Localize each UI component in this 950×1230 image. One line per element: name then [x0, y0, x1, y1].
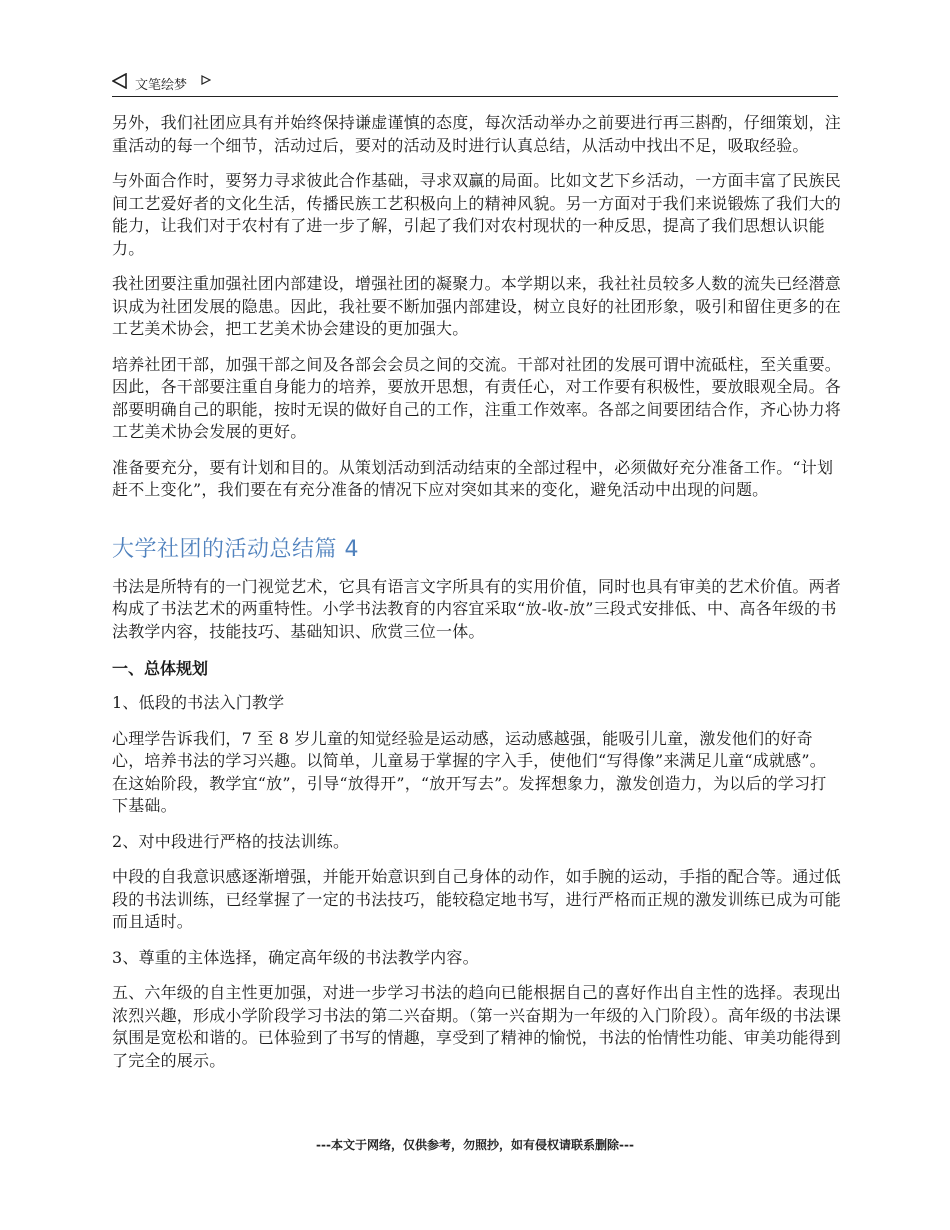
- paragraph: 与外面合作时，要努力寻求彼此合作基础，寻求双赢的局面。比如文艺下乡活动，一方面丰富了民族民间工艺爱好者的文化生活，传播民族工艺积极向上的精神风貌。另一方面对于我们来说锻炼了我们大的能力，让我们对于农村有了进一步了解，引起了我们对农村现状的一种反思，提高了我们思想认识能力。: [112, 171, 842, 258]
- item-title: 3、尊重的主体选择，确定高年级的书法教学内容。: [112, 947, 479, 967]
- item-text: 心理学告诉我们，7 至 8 岁儿童的知觉经验是运动感，运动感越强，能吸引儿童，激发他们的好奇心，培养书法的学习兴趣。以简单，儿童易于掌握的字入手，使他们“写得像”来满足儿童“成就感”。在这始阶段，教学宜“放”，引导“放得开”，“放开写去”。发挥想象力，激发创造力，为以后的学习打下基础。: [112, 728, 827, 815]
- item-text: 中段的自我意识感逐渐增强，并能开始意识到自己身体的动作，如手腕的运动，手指的配合等。通过低段的书法训练，已经掌握了一定的书法技巧，能较稳定地书写，进行严格而正规的激发训练已成为可能而且适时。: [112, 867, 842, 931]
- item-title: 2、对中段进行严格的技法训练。: [112, 831, 350, 851]
- paragraph: 培养社团干部，加强干部之间及各部会会员之间的交流。干部对社团的发展可谓中流砥柱，至关重要。因此，各干部要注重自身能力的培养，要放开思想，有责任心，对工作要有积极性，要放眼观全局。各部要明确自己的职能，按时无误的做好自己的工作，注重工作效率。各部之间要团结合作，齐心协力将工艺美术协会发展的更好。: [112, 354, 842, 441]
- document-body: [112, 112, 842, 1085]
- header-brand: 文笔绘梦: [135, 78, 188, 93]
- paragraph: 我社团要注重加强社团内部建设，增强社团的凝聚力。本学期以来，我社社员较多人数的流失已经潜意识成为社团发展的隐患。因此，我社要不断加强内部建设，树立良好的社团形象，吸引和留住更多的在工艺美术协会，把工艺美术协会建设的更加强大。: [112, 274, 842, 338]
- triangle-right-icon: [201, 75, 211, 85]
- section-title: 大学社团的活动总结篇 4: [112, 536, 359, 562]
- paragraph: 准备要充分，要有计划和目的。从策划活动到活动结束的全部过程中，必须做好充分准备工作。“计划赶不上变化”，我们要在有充分准备的情况下应对突如其来的变化，避免活动中出现的问题。: [112, 457, 834, 499]
- triangle-left-icon: [112, 73, 128, 89]
- page-footer: ---本文于网络，仅供参考，勿照抄，如有侵权请联系删除---: [316, 1138, 634, 1152]
- item-title: 1、低段的书法入门教学: [112, 693, 285, 712]
- page-header: [112, 72, 838, 97]
- subheading: 一、总体规划: [112, 659, 209, 678]
- item-text: 五、六年级的自主性更加强，对进一步学习书法的趋向已能根据自己的喜好作出自主性的选择。表现出浓烈兴趣，形成小学阶段学习书法的第二兴奋期。（第一兴奋期为一年级的入门阶段）。高年级的书法课氛围是宽松和谐的。已体验到了书写的情趣，享受到了精神的愉悦，书法的怡情性功能、审美功能得到了完全的展示。: [112, 983, 842, 1070]
- paragraph: 另外，我们社团应具有并始终保持谦虚谨慎的态度，每次活动举办之前要进行再三斟酌，仔细策划，注重活动的每一个细节，活动过后，要对的活动及时进行认真总结，从活动中找出不足，吸取经验。: [112, 113, 842, 155]
- section-intro: 书法是所特有的一门视觉艺术，它具有语言文字所具有的实用价值，同时也具有审美的艺术价值。两者构成了书法艺术的两重特性。小学书法教育的内容宜采取“放-收-放”三段式安排低、中、高各年级的书法教学内容，技能技巧、基础知识、欣赏三位一体。: [112, 576, 842, 641]
